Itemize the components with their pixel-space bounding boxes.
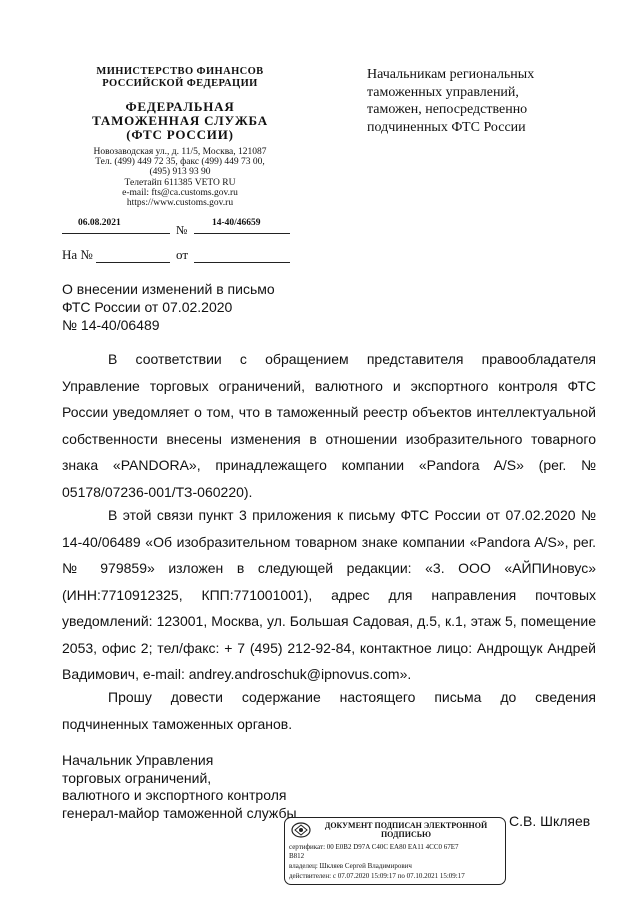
address-line: Телетайп 611385 VETO RU	[124, 177, 236, 188]
stamp-certificate-cont: B812	[289, 852, 305, 860]
signer-position	[62, 752, 302, 822]
signer-line: валютного и экспортного контроля	[62, 787, 287, 803]
date-underline	[62, 233, 170, 234]
subject-line: О внесении изменений в письмо	[62, 281, 275, 297]
reference-underline	[96, 262, 170, 263]
stamp-title-line: ДОКУМЕНТ ПОДПИСАН ЭЛЕКТРОННОЙ	[324, 821, 488, 830]
stamp-certificate: сертификат: 00 E0B2 D97A C40C EA80 EA11 4CC0 67E7	[289, 843, 459, 851]
signer-line: торговых ограничений,	[62, 769, 212, 786]
number-label: №	[176, 223, 188, 237]
signer-line: Начальник Управления	[62, 752, 214, 768]
addressee: Начальникам региональных таможенных управлений, таможен, непосредственно подчиненных ФТС России	[367, 67, 535, 135]
emblem-icon	[290, 821, 312, 839]
body-paragraph-3: Прошу довести содержание настоящего письма до сведения подчиненных таможенных органов.	[62, 689, 596, 732]
letterhead-address	[62, 147, 298, 208]
from-underline	[194, 262, 290, 263]
service-line: (ФТС РОССИИ)	[126, 127, 234, 142]
signer-name: С.В. Шкляев	[509, 813, 591, 829]
address-line: (495) 913 93 90	[149, 167, 211, 178]
body-paragraph-1: В соответствии с обращением представителя правообладателя Управление торговых ограничений, валютного и экспортного контроля ФТС России уведомляет о том, что в таможенный реестр объектов интеллектуальной собственности внесены изменения в отношении изобразительного товарного знака «PANDORA», принадлежащего компании «Pandora A/S» (рег. № 05178/07236-001/ТЗ-060220).	[62, 351, 596, 500]
stamp-owner: владелец: Шкляев Сергей Владимирович	[289, 862, 412, 870]
service-name	[62, 100, 298, 142]
service-line: ФЕДЕРАЛЬНАЯ	[125, 99, 235, 114]
address-line: https://www.customs.gov.ru	[126, 198, 234, 209]
subject-line: ФТС России от 07.02.2020	[62, 299, 233, 315]
reference-label: На №	[62, 247, 93, 262]
from-label: от	[176, 247, 189, 262]
subject	[62, 280, 302, 334]
signer-line: генерал-майор таможенной службы	[62, 804, 297, 821]
ministry-name	[62, 66, 298, 90]
address-line: Новозаводская ул., д. 11/5, Москва, 121087	[93, 147, 267, 157]
stamp-validity: действителен: с 07.07.2020 15:09:17 по 07.10.2021 15:09:17	[289, 872, 465, 880]
stamp-title	[313, 821, 499, 839]
subject-line: № 14-40/06489	[62, 317, 160, 333]
electronic-signature-stamp	[284, 817, 506, 885]
registration-date: 06.08.2021	[78, 218, 121, 228]
stamp-title-line: ПОДПИСЬЮ	[380, 830, 432, 839]
address-line: Тел. (499) 449 72 35, факс (499) 449 73 00,	[95, 157, 265, 168]
number-underline	[194, 233, 290, 234]
ministry-line: МИНИСТЕРСТВО ФИНАНСОВ	[96, 66, 264, 77]
body-paragraph-2: В этой связи пункт 3 приложения к письму ФТС России от 07.02.2020 № 14-40/06489 «Об изобразительном товарном знаке компании «Pandora A/S», рег. № 979859» изложен в следующей редакции: «3. ООО «АЙПИновус» (ИНН:7710912325, КПП:771001001), адрес для направления почтовых уведомлений: 123001, Москва, ул. Большая Садовая, д.5, к.1, этаж 5, помещение 2053, офис 2; тел/факс: + 7 (495) 212-92-84, контактное лицо: Андрощук Андрей Вадимович, e-mail: andrey.androschuk@ipnovus.com».	[62, 507, 596, 682]
ministry-line: РОССИЙСКОЙ ФЕДЕРАЦИИ	[102, 78, 258, 89]
registration-number: 14-40/46659	[212, 218, 261, 228]
address-line: e-mail: fts@ca.customs.gov.ru	[122, 187, 238, 198]
service-line: ТАМОЖЕННАЯ СЛУЖБА	[92, 113, 268, 128]
